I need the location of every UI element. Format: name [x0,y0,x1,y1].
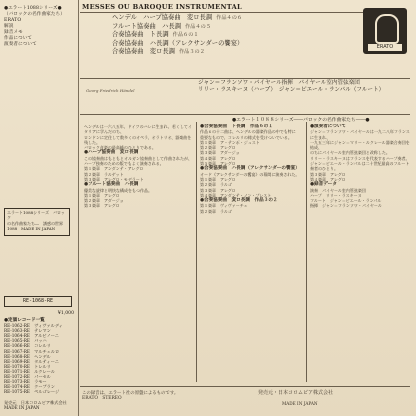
notes-paragraph: ロンドンに定住して数多くのオペラ、オラトリオ、器楽曲を残した。 [84,134,192,145]
price-label: ¥1,000 [57,311,74,316]
catalog-number-box: RE-1068-RE [4,296,72,307]
notes-paragraph: 重要なもので、コレルリの様式を受けついでいる。 [200,134,292,140]
performer-line: ジャン＝フランソワ・パイヤール指揮 パイヤール室内管弦楽団 [198,80,360,86]
notes-paragraph: ハープ リリー・ラスキーヌ [310,192,362,198]
sidebar-footer-line: MADE IN JAPAN [4,405,40,410]
notes-paragraph: 第３楽章 アレグロ [310,171,346,177]
notes-paragraph: オード《アレクサンダーの饗宴》の幕間に演奏された。 [200,171,300,177]
series-heading: ●エラート１０８８シリーズ――バロックの名作曲家たち――● [232,118,370,123]
catalog-item: RE-1066-RE コレルリ [4,343,51,349]
sidebar-footer-line: 発売元 日本コロムビア株式会社 [4,400,67,405]
publisher: 発売元・日本コロムビア株式会社 [258,390,334,396]
notes-paragraph: ●ハープ協奏曲 変ロ長調 [84,150,139,156]
work-opus: 作品４の６ [216,15,243,21]
album-title: MESSES OU BAROQUE INSTRUMENTAL [82,3,242,11]
work-title: 合奏協奏曲 ハ長調（アレクサンダーの饗宴） [112,39,244,47]
footer [82,390,412,406]
sidebar-line: 録音メモ [4,30,23,35]
notes-paragraph: 演奏 パイヤール室内管弦楽団 [310,187,366,193]
header-rule [80,12,370,13]
catalog-item: RE-1062-RE ヴィヴァルディ [4,323,63,329]
performer-line: リリー・ラスキーヌ（ハープ） ジャン＝ピエール・ランパル（フルート） [198,86,385,93]
notes-paragraph: 第４楽章 アレグロ [310,176,346,182]
footer-line: ERATO STEREO [82,396,122,402]
works-bottom-rule [80,78,410,79]
sidebar-line: 解説 [4,24,14,29]
work-title: ヘンデル ハープ協奏曲 変ロ長調 [112,14,213,21]
notes-paragraph: ●合奏協奏曲 ハ長調（アレクサンダーの饗宴） [200,166,300,172]
notes-column-left [84,124,192,382]
notes-paragraph: 第４楽章 アンダンテ・ノン・プレスト [200,192,272,198]
made-in: MADE IN JAPAN [282,401,318,406]
catalog-item: RE-1068-RE ヘンデル [4,353,51,359]
notes-paragraph: 一九五三年にジャン＝マリー・ルクレール器楽合奏団を結成、 [310,139,410,151]
sidebar-footer [4,400,74,410]
catalog-item: RE-1070-RE トレルリ [4,363,51,369]
notes-paragraph: この協奏曲はもともとオルガン協奏曲として作曲されたが、 [84,155,192,161]
notes-paragraph: 第１楽章 アンダンテ・アレグロ [84,166,144,172]
notes-paragraph: 第２楽章 ラルゴ [200,208,232,214]
notes-paragraph: フルート ジャン＝ピエール・ランパル [310,198,382,204]
work-item [112,48,243,57]
catalog-list-heading: ●定価レコード一覧 [4,318,45,323]
sidebar-line: （バロックの名作曲家たち） [4,12,65,17]
work-title: フルート協奏曲 ハ長調 [112,22,182,30]
notes-paragraph: ●合奏協奏曲 変ロ長調 作品３の２ [200,198,278,204]
notes-paragraph: 第２楽章 アレグロ [200,145,236,151]
notes-paragraph: ジャン＝フランソワ・パイヤールは一九二八年フランスに生まれ、 [310,129,410,140]
catalog-item: RE-1072-RE パーセル [4,374,51,380]
work-opus: 作品６の１ [172,32,199,39]
series-rule [80,114,410,115]
catalog-item: RE-1071-RE ルクレール [4,368,55,374]
erato-logo-text: ERATO [368,44,402,51]
catalog-item: RE-1069-RE タルティーニ [4,358,59,364]
notes-paragraph: のちにパイヤール室内管弦楽団と改称した。 [310,150,390,156]
notes-paragraph: ●フルート協奏曲 ハ長調 [84,182,139,188]
catalog-item: RE-1063-RE テレマン [4,328,51,334]
footer-rule [80,386,410,387]
works-list [112,14,243,57]
series-box-line: の名作曲家たち― 誘惑の世界 [7,220,63,226]
notes-paragraph: 指揮 ジャン＝フランソワ・パイヤール [310,203,382,209]
sidebar-panel [0,0,79,416]
series-box-line: エラート1088シリーズ バロック [7,210,65,221]
catalog-item: RE-1064-RE アルビノーニ [4,333,59,339]
notes-paragraph: ハープ独奏のための版でもよく演奏される。 [84,161,164,167]
notes-paragraph: 第２楽章 アダージョ [84,198,124,204]
sidebar-line: ●エラート1088シリーズ● [4,6,62,11]
column-divider [196,122,197,382]
notes-paragraph: 第１楽章 ヴィヴァーチェ [200,203,248,209]
notes-column-right [310,124,410,382]
notes-paragraph: ジャン＝ピエール・ランパルは二十世紀最高のフルート奏者のひとり。 [310,161,410,172]
work-item [112,14,243,23]
catalog-list [4,318,74,394]
notes-paragraph: 第３楽章 アレグロ・モデラート [84,176,144,182]
work-opus: 作品３の２ [178,49,205,56]
work-item [112,23,243,32]
notes-paragraph: リリー・ラスキーヌはフランスを代表するハープ奏者。 [310,155,410,161]
series-info-box [4,208,70,236]
notes-paragraph: 第３楽章 アダージョ [200,150,240,156]
notes-paragraph: 第１楽章 アレグロ [200,176,236,182]
notes-paragraph: ●録音データ [310,182,337,188]
notes-paragraph: 第１楽章 ア・テンポ・ジュスト [200,139,260,145]
catalog-item: RE-1073-RE ラモー [4,379,47,385]
portrait-caption: Georg Friedrich Händel [86,88,135,93]
erato-emblem-icon [375,14,399,44]
catalog-item: RE-1065-RE バッハ [4,338,47,344]
notes-paragraph: 第３楽章 アレグロ [84,203,120,209]
catalog-item: RE-1075-RE ペルゴレージ [4,389,60,395]
sidebar-line: 演奏者について [4,42,37,47]
work-title: 合奏協奏曲 ト長調 [112,31,169,39]
notes-paragraph: ●合奏協奏曲 ト長調 作品６の１ [200,124,273,129]
catalog-item: RE-1067-RE マルチェルロ [4,348,60,354]
work-item [112,31,243,40]
series-box-line: 1088 MADE IN JAPAN [7,226,56,232]
notes-paragraph: 優美な旋律と明快な構成をもつ作品。 [84,187,152,193]
notes-paragraph: ●演奏者について [310,124,347,129]
catalog-item: RE-1074-RE クープラン [4,384,55,390]
work-title: 合奏協奏曲 変ロ長調 [112,48,175,56]
notes-paragraph: 第１楽章 アレグロ [84,192,120,198]
sidebar-line: ERATO [4,18,22,23]
performers [198,80,384,94]
notes-paragraph: 第２楽章 ラルゲット [84,171,124,177]
notes-paragraph: 第５楽章 アレグロ [200,161,236,167]
notes-paragraph: 作品６の十二曲は、ヘンデルの器楽作品の中でも特に [200,129,296,135]
notes-paragraph: バロック音楽の最高峰のひとりである。 [84,145,156,151]
notes-paragraph: 第４楽章 アレグロ [200,155,236,161]
notes-paragraph: 第２楽章 ラルゴ [200,182,232,188]
notes-column-middle [200,124,302,382]
sidebar-line: 作品について [4,36,33,41]
notes-paragraph: ヘンデルは一六八五年、ドイツのハレに生まれ、若くしてイタリアに学んだのち、 [84,124,192,135]
work-opus: 作品４の５ [185,23,211,30]
column-divider [306,122,307,382]
notes-paragraph: 第３楽章 アレグロ [200,187,236,193]
footer-line: この録音は、エラート社の原盤によるものです。 [82,391,179,396]
sidebar-intro [4,6,72,48]
